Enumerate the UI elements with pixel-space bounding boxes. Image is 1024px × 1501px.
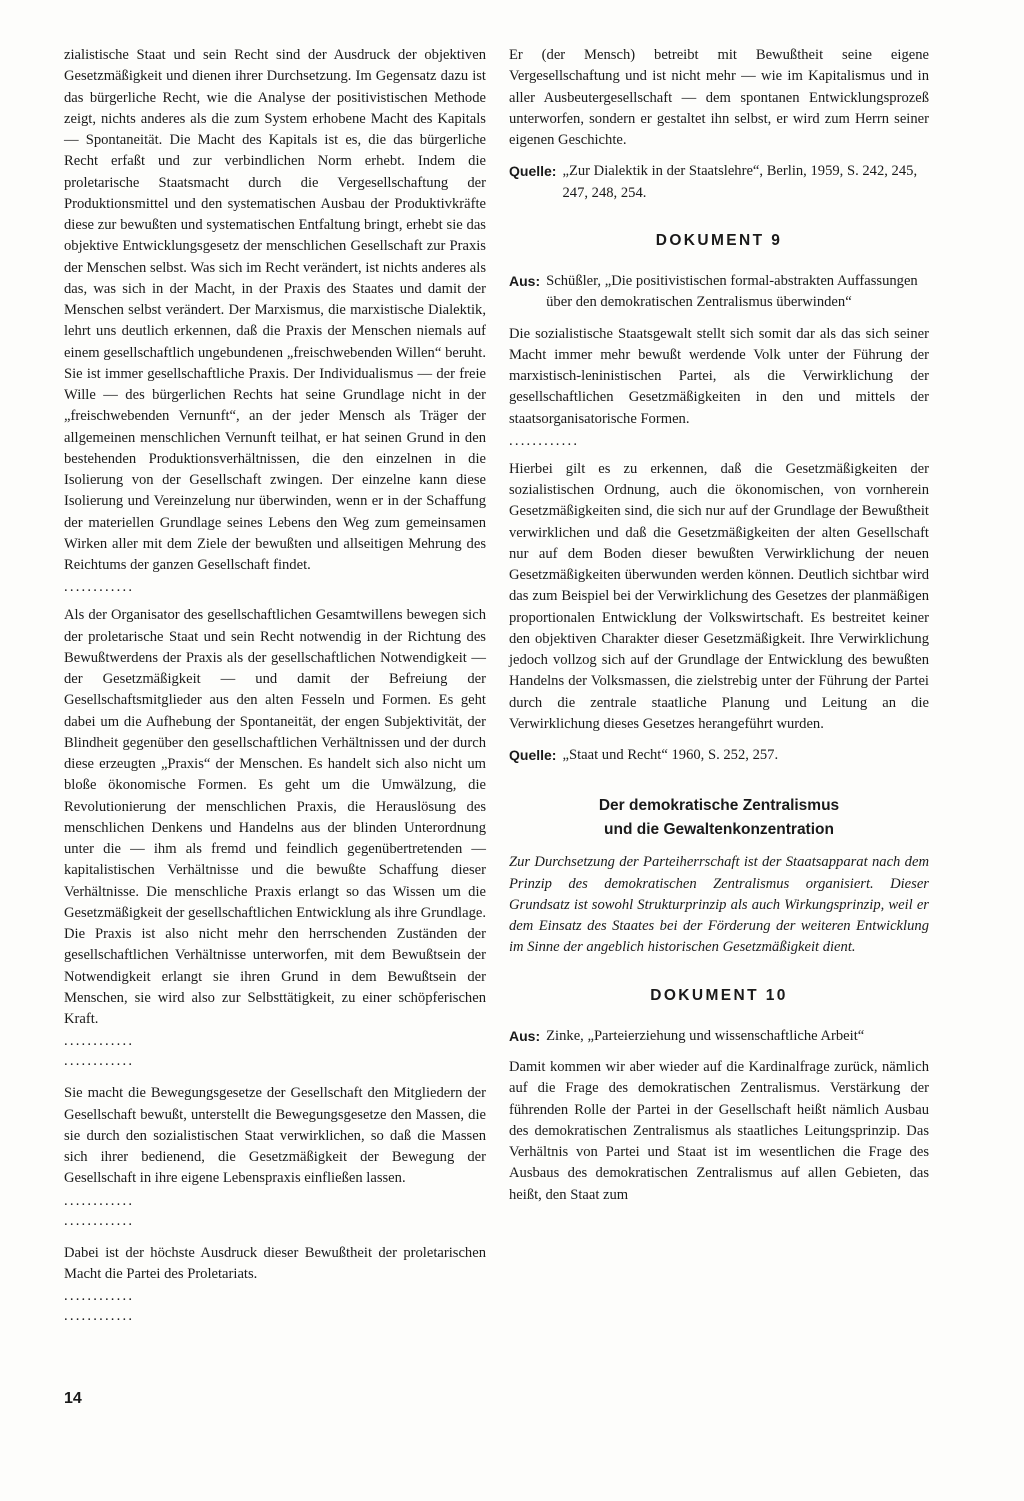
origin-label: Aus: (509, 1027, 541, 1044)
source-text: „Staat und Recht“ 1960, S. 252, 257. (562, 747, 779, 763)
body-paragraph: zialistische Staat und sein Recht sind der Ausdruck der objektiven Gesetzmäßigkeit und dienen ihrer Durchsetzung. Im Gegensatz dazu ist das bürgerliche Recht, wie die Analyse der positivistischen Methode zeigt, nichts anderes als die zum System erhobene Macht des Kapitals — Spontaneität. Die Macht des Kapitals ist es, die das bürgerliche Recht erfaßt und zur verbindlichen Norm erhebt. Indem die proletarische Staatsmacht durch die Vergesellschaftung der Produktionsmittel und den systematischen Ausbau der Produktivkräfte diese zur bewußten und systematischen Entfaltung bringt, erhebt sie das objektive Entwicklungsgesetz der menschlichen Gesellschaft zur Praxis der Menschen selbst. Was sich im Recht verändert, ist nichts anderes als das, was sich in der Macht, in der Praxis des Staates und damit der Menschen selbst verändert. Der Marxismus, die marxistische Dialektik, lehrt uns deutlich erkennen, daß die Praxis der Menschen niemals auf einem gesellschaftlich ungebundenen „freischwebenden Willen“ beruht. Sie ist immer gesellschaftliche Praxis. Der Individualismus — der freie Wille — des bürgerlichen Rechts hat seine Grundlage nicht in der „freischwebenden Vernunft“, an der jeder Mensch als Träger der allgemeinen menschlichen Vernunft teilhat, er hat seinen Grund in den bestehenden Produktionsverhältnissen, die den einzelnen in die Isolierung von der Gesellschaft zwingen. Der einzelne kann diese Isolierung und Vereinzelung nur überwinden, wenn er in der Schaffung der materiellen Grundlage seines Lebens den Weg zum gemeinsamen Wirken aller mit dem Ziele der bewußten und allseitigen Mehrung des Reichtums der ganzen Gesellschaft findet. (64, 47, 486, 573)
source-label: Quelle: (509, 163, 557, 180)
body-paragraph: Sie macht die Bewegungsgesetze der Gesellschaft den Mitgliedern der Gesellschaft bewußt, unterstellt die Bewegungsgesetze den Massen, die sie durch den sozialistischen Staat verwirklichen, so daß die Massen sich ihrer bedienend, die Gesetzmäßigkeit der Bewegung der Gesellschaft in ihre eigene Lebenspraxis einfließen lassen. (64, 1085, 486, 1187)
ellipsis-separator: ............ (64, 1308, 135, 1324)
body-paragraph: Dabei ist der höchste Ausdruck dieser Bewußtheit der proletarischen Macht die Partei des Proletariats. (64, 1244, 486, 1282)
origin-text: Schüßler, „Die positivistischen formal-abstrakten Auffassungen über den demokratischen Zentralismus überwinden“ (546, 273, 918, 311)
excerpt-origin (509, 271, 929, 314)
ellipsis-separator: ............ (64, 1212, 135, 1229)
body-paragraph: Damit kommen wir aber wieder auf die Kardinalfrage zurück, nämlich auf die Frage des demokratischen Zentralismus. Verstärkung der führenden Rolle der Partei in der Gesellschaft heißt nämlich Ausbau des demokratischen Zentralismus als staatliches Leitungsprinzip. Das Verhältnis von Partei und Staat ist im wesentlichen die Frage des Ausbaus des demokratischen Zentralismus auf allen Gebieten, das heißt, den Staat zum (509, 1059, 929, 1203)
source-citation (509, 745, 929, 766)
body-paragraph: Er (der Mensch) betreibt mit Bewußtheit seine eigene Vergesellschaftung und ist nicht mehr — wie im Kapitalismus und in aller Ausbeutergesellschaft — dem spontanen Entwicklungsprozeß unterworfen, sondern er gestaltet ihn selbst, er wird zum Herrn seiner eigenen Geschichte. (509, 47, 929, 148)
origin-text: Zinke, „Parteierziehung und wissenschaftliche Arbeit“ (546, 1027, 865, 1044)
ellipsis-separator: ............ (64, 1053, 135, 1070)
source-citation (509, 161, 929, 204)
ellipsis-separator: ............ (64, 1192, 135, 1209)
document-heading: DOKUMENT 10 (650, 986, 788, 1004)
section-title-line: und die Gewaltenkonzentration (604, 821, 834, 839)
body-paragraph: Als der Organisator des gesellschaftlichen Gesamtwillens bewegen sich der proletarische Staat und sein Recht notwendig in der Richtung des Bewußtwerdens der Praxis als der gesellschaftlichen Notwendigkeit — der Gesetzmäßigkeit — und damit der Befreiung der Gesellschaftsmitglieder aus den alten Fesseln und Formen. Es geht dabei um die Aufhebung der Spontaneität, der engen Subjektivität, der Blindheit gegenüber den gesellschaftlichen Verhältnissen und der durch diese erzeugten „Praxis“ der Menschen. Es handelt sich also nicht um bloße ökonomische Formen. Es geht um die Umwälzung, die Revolutionierung der menschlichen Praxis, die Herauslösung des menschlichen Denkens und Handelns aus der blinden Unterordnung unter die — ihm als fremd und feindlich gegenübertretenden — kapitalistischen Verhältnisse und die bewußte Schaffung dieser Verhältnisse. Die menschliche Praxis erlangt so das Wissen um die Gesetzmäßigkeit der gesellschaftlichen Entwicklung als ihre Grundlage. Die Praxis ist also nicht mehr den herrschenden Zuständen der gesellschaftlichen Verhältnisse unterworfen, mit dem Bewußtsein der Notwendigkeit erlangt sie ihren Grund in dem Bewußtsein der Menschen, sie wird also zur Selbsttätigkeit, zu einer schöpferischen Kraft. (64, 607, 486, 1027)
section-title (509, 794, 929, 842)
section-intro: Zur Durchsetzung der Parteiherrschaft ist der Staatsapparat nach dem Prinzip des demokratischen Zentralismus organisiert. Dieser Grundsatz ist sowohl Strukturprinzip als auch Wirkungsprinzip, weil er dem Einsatz des Staates bei der Förderung der weiteren Entwicklung im Sinne der angeblich historischen Gesetzmäßigkeit dient. (509, 854, 929, 956)
source-label: Quelle: (509, 747, 557, 763)
ellipsis-separator: ............ (509, 432, 580, 449)
origin-label: Aus: (509, 273, 541, 289)
right-column (509, 45, 929, 1206)
excerpt-origin (509, 1026, 929, 1047)
body-paragraph: Die sozialistische Staatsgewalt stellt sich somit dar als das sich seiner Macht immer mehr bewußt werdende Volk unter der Führung der marxistisch-leninistischen Partei, als die Verwirklichung der gesellschaftlichen Gesetzmäßigkeiten in den und mittels der staatsorganisatorische Formen. (509, 325, 929, 427)
body-paragraph: Hierbei gilt es zu erkennen, daß die Gesetzmäßigkeiten der sozialistischen Ordnung, auch die ökonomischen, von vornherein Gesetzmäßigkeiten sind, die sich nur auf der Grundlage der Bewußtheit verwirklichen und daß die Gesetzmäßigkeiten der alten Gesellschaft nur auf dem Boden dieser bewußten Verwirklichung der neuen Gesetzmäßigkeiten überwunden werden können. Deutlich sichtbar wird das zum Beispiel bei der Verwirklichung des Gesetzes der planmäßigen proportionalen Entwicklung der Volkswirtschaft. Es bestreitet keiner den objektiven Charakter dieser Gesetzmäßigkeit. Ihre Verwirklichung jedoch vollzog sich auf der Grundlage der Entwicklung des bewußten Handelns der Volksmassen, die zielstrebig unter der Führung der Partei durch die zentrale staatliche Planung und Leitung an die Verwirklichung dieses Gesetzes herangeführt wurden. (509, 460, 929, 732)
page-number: 14 (64, 1390, 82, 1407)
source-text: „Zur Dialektik in der Staatslehre“, Berlin, 1959, S. 242, 245, 247, 248, 254. (562, 163, 918, 201)
ellipsis-separator: ............ (64, 1288, 135, 1304)
ellipsis-separator: ............ (64, 579, 135, 596)
left-column (64, 45, 486, 1328)
document-heading: DOKUMENT 9 (655, 231, 783, 249)
section-title-line: Der demokratische Zentralismus (598, 797, 840, 815)
ellipsis-separator: ............ (64, 1033, 135, 1050)
